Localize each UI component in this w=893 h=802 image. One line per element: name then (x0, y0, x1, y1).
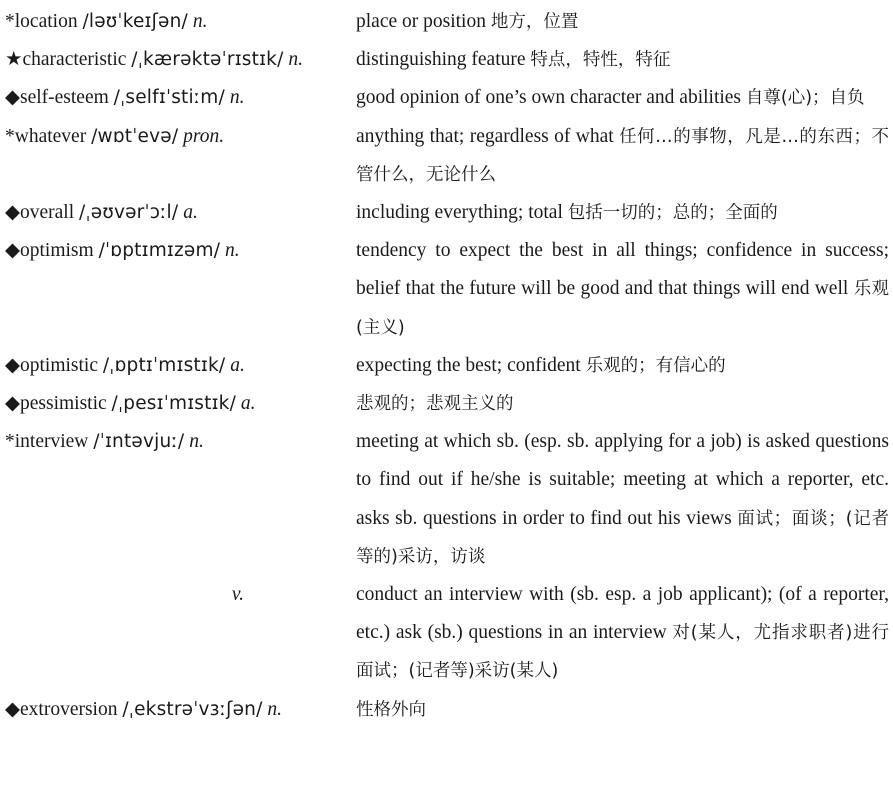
part-of-speech: pron. (183, 125, 225, 147)
headword (5, 691, 356, 729)
entry-extroversion (5, 691, 889, 729)
phonetic: /ˈɒptɪmɪzəm/ (98, 240, 221, 262)
headword (5, 79, 356, 117)
entry-marker: ◆ (5, 87, 20, 109)
entry-self-esteem (5, 79, 889, 117)
definition (356, 347, 889, 385)
phonetic: /wɒtˈevə/ (91, 125, 179, 147)
headword (5, 385, 356, 423)
headword (5, 232, 356, 270)
part-of-speech: n. (267, 698, 283, 720)
headword (5, 3, 356, 41)
vocabulary-glossary (5, 3, 889, 729)
definition (356, 194, 889, 232)
definition (356, 385, 889, 423)
headword (5, 423, 356, 461)
word: optimism (20, 240, 94, 262)
entry-marker: * (5, 431, 15, 453)
part-of-speech: n. (192, 11, 208, 32)
phonetic: /ˌpesɪˈmɪstɪk/ (111, 393, 236, 415)
phonetic: /ˌəʊvərˈɔːl/ (79, 202, 179, 224)
word: overall (20, 202, 75, 224)
phonetic: /ˌkærəktəˈrɪstɪk/ (131, 49, 284, 71)
part-of-speech: n. (225, 240, 240, 262)
phonetic: /ˈɪntəvjuː/ (93, 431, 185, 453)
entry-marker: * (5, 125, 15, 147)
phonetic: /ləʊˈkeɪʃən/ (82, 11, 188, 32)
entry-characteristic (5, 41, 889, 79)
definition-english: expecting the best; confident (356, 354, 586, 376)
definition-english: distinguishing feature (356, 49, 531, 71)
definition-chinese: 性格外向 (356, 699, 426, 720)
definition-chinese: 悲观的；悲观主义的 (356, 394, 514, 415)
headword (5, 41, 356, 79)
word: whatever (14, 125, 87, 147)
definition-chinese: 特点，特性，特征 (530, 50, 671, 71)
part-of-speech: a. (240, 393, 256, 415)
part-of-speech: a. (230, 354, 245, 376)
definition-chinese: 地方，位置 (490, 12, 579, 32)
word: pessimistic (20, 393, 107, 415)
entry-marker: ◆ (5, 393, 20, 415)
word: location (14, 11, 78, 32)
entry-interview-verb (5, 576, 889, 691)
entry-marker: ★ (5, 49, 23, 71)
definition (356, 691, 889, 729)
word: optimistic (20, 354, 98, 376)
definition-chinese: 任何…的事物，凡是…的东西；不管什么，无论什么 (356, 126, 889, 185)
definition-english: good opinion of one’s own character and abilities (356, 87, 746, 109)
phonetic: /ˌekstrəˈvɜːʃən/ (122, 698, 263, 720)
definition (356, 41, 889, 79)
phonetic: /ˌɒptɪˈmɪstɪk/ (102, 354, 226, 376)
definition (356, 423, 889, 576)
entry-pessimistic (5, 385, 889, 423)
part-of-speech: n. (288, 49, 304, 71)
entry-marker: ◆ (5, 202, 20, 224)
headword (5, 576, 356, 614)
entry-location (5, 3, 889, 41)
headword (5, 347, 356, 385)
definition-chinese: 面试；面谈；(记者等的)采访，访谈 (356, 508, 889, 567)
headword (5, 194, 356, 232)
definition (356, 79, 889, 117)
definition-chinese: 包括一切的；总的；全面的 (567, 203, 778, 224)
part-of-speech: v. (231, 584, 244, 606)
entry-marker: ◆ (5, 698, 20, 720)
entry-marker: ◆ (5, 240, 20, 262)
definition (356, 232, 889, 347)
phonetic: /ˌselfɪˈstiːm/ (113, 87, 225, 109)
definition-chinese: 对(某人，尤指求职者)进行面试；(记者等)采访(某人) (356, 623, 890, 682)
definition-chinese: 自尊(心)；自负 (745, 88, 865, 109)
definition (356, 118, 889, 194)
definition-chinese: 乐观的；有信心的 (585, 355, 726, 376)
entry-interview-noun (5, 423, 889, 576)
word: interview (14, 431, 89, 453)
headword (5, 118, 356, 156)
entry-overall (5, 194, 889, 232)
definition (356, 3, 889, 41)
entry-optimistic (5, 347, 889, 385)
definition (356, 576, 889, 691)
entry-marker: ◆ (5, 354, 20, 376)
definition-english: anything that; regardless of what (356, 125, 620, 147)
part-of-speech: n. (229, 87, 245, 109)
entry-whatever (5, 118, 889, 194)
definition-english: meeting at which sb. (esp. sb. applying for a job) is asked questions to find out if he/she is suitable; meeting at which a reporter, etc. asks sb. questions in order to find out his views (356, 431, 889, 529)
definition-english: conduct an interview with (sb. esp. a job applicant); (of a reporter, etc.) ask (sb.) questions in an interview (356, 584, 889, 644)
word: extroversion (20, 698, 118, 720)
word: self-esteem (20, 87, 109, 109)
entry-marker: * (5, 11, 15, 32)
definition-english: tendency to expect the best in all things; confidence in success; belief that the future will be good and that things will end well (356, 240, 889, 300)
definition-english: including everything; total (356, 202, 568, 224)
entry-optimism (5, 232, 889, 347)
part-of-speech: a. (183, 202, 198, 224)
definition-english: place or position (356, 11, 491, 32)
word: characteristic (22, 49, 127, 71)
definition-chinese: 乐观(主义) (356, 279, 890, 338)
part-of-speech: n. (189, 431, 204, 453)
